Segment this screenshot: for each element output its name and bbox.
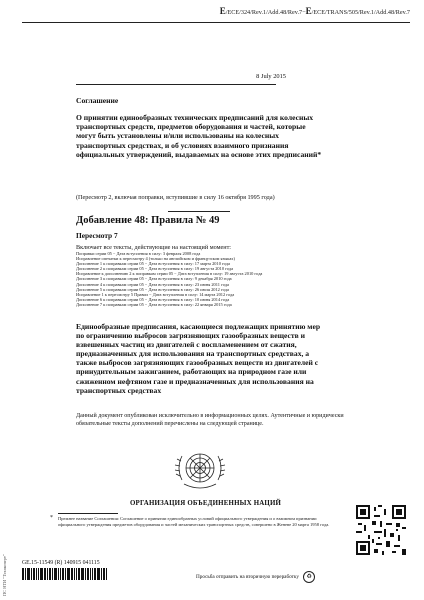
symbol-right-prefix: E — [305, 6, 312, 16]
recycle-note — [196, 571, 315, 583]
recycle-text: Просьба отправить на вторичную переработку — [196, 574, 299, 581]
document-date: 8 July 2015 — [256, 73, 286, 80]
date-rule — [76, 84, 276, 85]
symbol-left: /ECE/324/Rev.1/Add.48/Rev.7− — [225, 9, 306, 16]
includes-label: Включает все тексты, действующие на настоящий момент: — [76, 244, 231, 251]
footnote-text: Прежнее название Соглашения: Соглашение о принятии единообразных условий официального утверждения и о взаимном признании официального утверждения предметов оборудования и частей механических транспортных средств, совершено в Женеве 20 марта 1958 года. — [58, 516, 330, 527]
regulation-title: Единообразные предписания, касающиеся подлежащих принятию мер по ограничению выбросов загрязняющих газообразных веществ и взвешенных частиц из двигателей с воспламенением от сжатия, предназначенных для использования на транспортных средствах, а также выбросов загрязняющих газообразных веществ из двигателей с принудительным зажиганием, работающих на природном газе или сжиженном нефтяном газе и предназначенных для использования на транспортных средствах — [76, 322, 321, 395]
list-item: Дополнение 2 к поправкам серии 05 − Дата вступления в силу: 19 августа 2010 года — [76, 266, 234, 272]
list-item: Дополнение 6 к поправкам серии 05 − Дата вступления в силу: 10 июня 2014 года — [76, 296, 230, 302]
list-item: Дополнение 7 к поправкам серии 05 − Дата вступления в силу: 22 января 2015 года — [76, 301, 232, 307]
symbol-left-prefix: E — [219, 6, 226, 16]
vertical-watermark: ПС НТИ "Техэксперт" — [2, 554, 7, 596]
spacer — [76, 212, 276, 213]
list-item: Дополнение 4 к поправкам серии 05 − Дата вступления в силу: 23 июня 2011 года — [76, 281, 230, 287]
barcode-icon — [22, 568, 142, 580]
list-item: Дополнение 5 к поправкам серии 05 − Дата вступления в силу: 26 июля 2012 года — [76, 286, 229, 292]
series-list — [76, 251, 356, 307]
recycle-icon: ♻ — [303, 571, 315, 583]
symbol-right: /ECE/TRANS/505/Rev.1/Add.48/Rev.7 — [311, 9, 410, 16]
job-number: GE.15-11549 (R) 140915 041115 — [22, 560, 100, 566]
list-item: Поправки серии 05 − Дата вступления в силу: 3 февраля 2008 года — [76, 251, 201, 256]
footnote — [50, 515, 338, 527]
list-item: Исправление 1 к пересмотру 5 Правил − Дата вступления в силу: 14 марта 2012 года — [76, 291, 235, 297]
info-note: Данный документ опубликован исключительно в информационных целях. Аутентичные и юридически обязательные тексты дополнений перечислены на следующей странице. — [76, 413, 344, 427]
revision-note: (Пересмотр 2, включая поправки, вступившие в силу 16 октября 1995 года) — [76, 194, 275, 201]
organization-name: ОРГАНИЗАЦИЯ ОБЪЕДИНЕННЫХ НАЦИЙ — [130, 500, 282, 507]
list-item: Дополнение 1 к поправкам серии 05 − Дата вступления в силу: 17 марта 2010 года — [76, 261, 230, 267]
document-symbol — [220, 6, 410, 16]
qr-code-icon — [356, 505, 406, 555]
un-emblem-icon — [172, 446, 228, 498]
list-item: Исправление опечатки к пересмотру 4 (только на английском и французском языках) — [76, 256, 235, 262]
list-item: Дополнение 3 к поправкам серии 05 − Дата вступления в силу: 9 декабря 2010 года — [76, 276, 232, 282]
revision-heading: Пересмотр 7 — [76, 231, 118, 240]
header-rule — [22, 22, 410, 23]
list-item: Исправление к дополнению 2 к поправкам серии 05 − Дата вступления в силу: 19 августа 2010 года — [76, 271, 263, 277]
footnote-rule — [58, 513, 118, 514]
footnote-marker: * — [50, 515, 53, 521]
addendum-heading: Добавление 48: Правила № 49 — [76, 215, 220, 226]
job-number-block — [22, 560, 142, 580]
agreement-heading: Соглашение — [76, 96, 119, 105]
agreement-title: О принятии единообразных технических предписаний для колесных транспортных средств, предметов оборудования и частей, которые могут быть установлены и/или использованы на колесных транспортных средствах, и об условиях взаимного признания официальных утверждений, выдаваемых на основе этих предписаний* — [76, 113, 322, 159]
